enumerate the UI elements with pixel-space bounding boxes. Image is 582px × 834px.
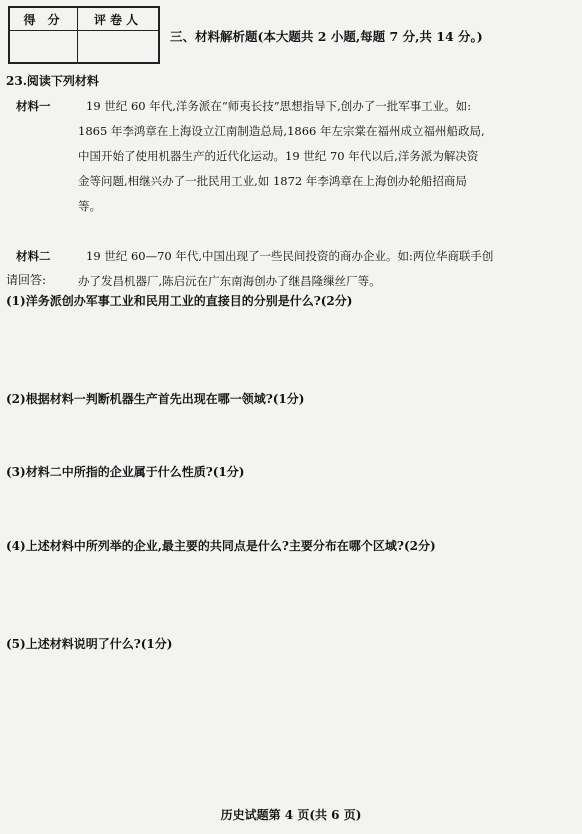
sub-question-4: (4)上述材料中所列举的企业,最主要的共同点是什么?主要分布在哪个区域?(2分) <box>6 539 436 553</box>
answer-prompt: 请回答: <box>6 273 47 287</box>
sub-question-2: (2)根据材料一判断机器生产首先出现在哪一领域?(1分) <box>6 392 305 406</box>
score-cell[interactable] <box>9 31 78 64</box>
material-two-body <box>78 244 574 294</box>
material-line: 19 世纪 60 年代,洋务派在“师夷长技”思想指导下,创办了一批军事工业。如: <box>86 99 472 113</box>
sub-question-1: (1)洋务派创办军事工业和民用工业的直接目的分别是什么?(2分) <box>6 294 353 308</box>
material-line: 中国开始了使用机器生产的近代化运动。19 世纪 70 年代以后,洋务派为解决资 <box>78 149 479 163</box>
grader-cell[interactable] <box>78 31 159 64</box>
material-line: 办了发昌机器厂,陈启沅在广东南海创办了继昌隆缫丝厂等。 <box>78 274 381 288</box>
score-table <box>8 6 160 64</box>
material-line: 19 世纪 60—70 年代,中国出现了一些民间投资的商办企业。如:两位华商联手创 <box>86 249 494 263</box>
material-one-label: 材料一 <box>16 99 51 113</box>
material-line: 金等问题,相继兴办了一批民用工业,如 1872 年李鸿章在上海创办轮船招商局 <box>78 174 467 188</box>
section-title: 三、材料解析题(本大题共 2 小题,每题 7 分,共 14 分。) <box>170 29 483 44</box>
material-two-label: 材料二 <box>16 249 51 263</box>
score-header: 得 分 <box>9 7 78 31</box>
grader-header: 评卷人 <box>78 7 159 31</box>
material-line: 1865 年李鸿章在上海设立江南制造总局,1866 年左宗棠在福州成立福州船政局, <box>78 124 485 138</box>
page-footer: 历史试题第 4 页(共 6 页) <box>220 808 362 822</box>
question-title: 23.阅读下列材料 <box>6 74 99 88</box>
sub-question-3: (3)材料二中所指的企业属于什么性质?(1分) <box>6 465 245 479</box>
sub-question-5: (5)上述材料说明了什么?(1分) <box>6 637 173 651</box>
material-line: 等。 <box>78 199 101 213</box>
material-one-body <box>78 94 574 219</box>
